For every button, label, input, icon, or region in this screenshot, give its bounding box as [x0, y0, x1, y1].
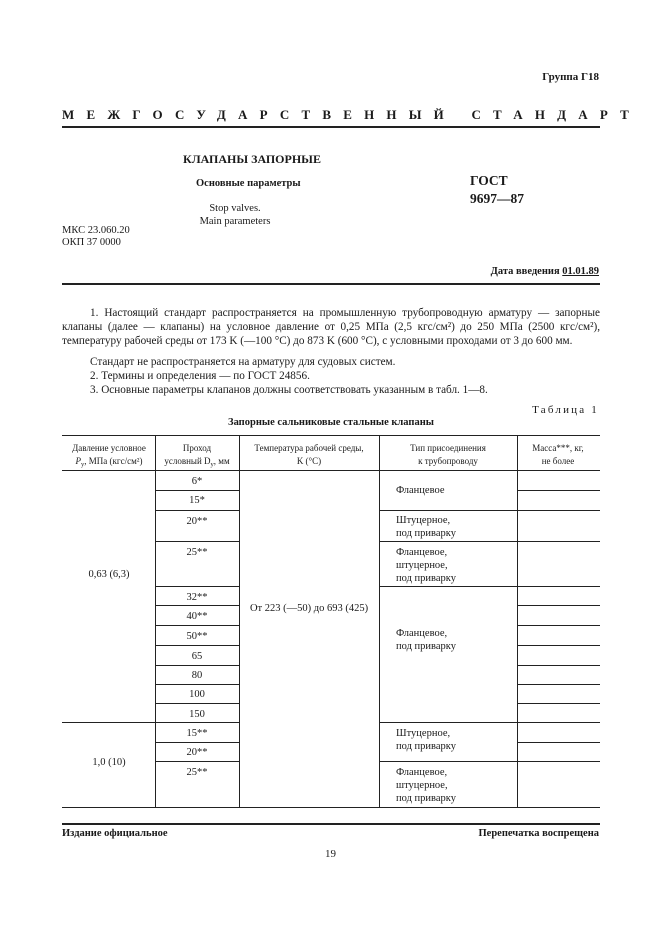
paragraph-scope: 1. Настоящий стандарт распространяется на промышленную трубопроводную арматуру — запорные клапаны (далее — клапаны) на условное давление от 0,25 МПа (2,5 кгс/см²) до 250 МПа (2500 кгс/см²), температуру рабочей среды от 173 K (—100 °С) до 873 K (600 °С), с условными проходами от 3 до 600 мм. [62, 307, 600, 347]
connection-cell: штуцерное, [396, 560, 448, 571]
connection-cell: под приварку [396, 573, 456, 584]
bore-cell: 80 [191, 670, 203, 681]
gost-number: 9697—87 [470, 191, 524, 206]
connection-cell: Штуцерное, [396, 515, 451, 526]
header-bore-line-2: условный $D_y$, мм [164, 456, 230, 468]
footer-reprint-notice: Перепечатка воспрещена [478, 828, 599, 839]
page-number: 19 [325, 848, 336, 860]
bore-cell: 6* [191, 476, 203, 487]
group-code: Группа Г18 [542, 71, 599, 83]
header-pressure-line-2: $P_y$, МПа (кгс/см²) [75, 456, 143, 468]
connection-cell: Фланцевое, [396, 628, 448, 639]
okp-code: ОКП 37 0000 [62, 237, 121, 248]
bore-cell: 65 [191, 651, 203, 662]
pressure-cell: 1,0 (10) [92, 757, 126, 768]
header-connection-line-2: к трубопроводу [418, 456, 478, 466]
bore-cell: 15** [186, 728, 208, 739]
mks-code: МКС 23.060.20 [62, 225, 130, 236]
header-mass-line-1: Масса***, кг, [532, 443, 584, 453]
english-title-line-2: Main parameters [199, 216, 271, 227]
footer-official-edition: Издание официальное [62, 828, 168, 839]
connection-cell: Фланцевое, [396, 547, 448, 558]
connection-cell: под приварку [396, 741, 456, 752]
connection-cell: Фланцевое, [396, 767, 448, 778]
mass-row-dividers [517, 491, 600, 743]
effective-date-value: 01.01.89 [562, 266, 599, 277]
bore-cell: 50** [186, 631, 208, 642]
connection-cell: Штуцерное, [396, 728, 451, 739]
footer-rule [62, 823, 600, 825]
bore-cell: 32** [186, 592, 208, 603]
table-number: Таблица 1 [532, 404, 599, 416]
bore-row-dividers [155, 491, 240, 762]
english-title-line-1: Stop valves. [209, 203, 261, 214]
bore-cell: 100 [189, 689, 205, 700]
table-caption: Запорные сальниковые стальные клапаны [228, 417, 434, 428]
bore-cell: 20** [186, 516, 208, 527]
bore-cell: 40** [186, 611, 208, 622]
document-title: КЛАПАНЫ ЗАПОРНЫЕ [183, 152, 321, 166]
bore-cell: 15* [189, 495, 205, 506]
connection-cell: под приварку [396, 793, 456, 804]
header-mass-line-2: не более [541, 456, 575, 466]
paragraph-exclusion: Стандарт не распространяется на арматуру для судовых систем. [90, 356, 396, 368]
header-temp-line-2: K (°С) [296, 456, 322, 466]
bore-cell: 25** [186, 767, 208, 778]
paragraph-terms: 2. Термины и определения — по ГОСТ 24856. [90, 370, 310, 382]
header-connection-line-1: Тип присоединения [410, 443, 486, 453]
connection-cell: штуцерное, [396, 780, 448, 791]
header-pressure-line-1: Давление условное [72, 443, 146, 453]
bore-cell: 150 [189, 709, 205, 720]
gost-label: ГОСТ [470, 173, 508, 188]
pressure-cell: 0,63 (6,3) [88, 569, 130, 580]
connection-cell: Фланцевое [396, 485, 445, 496]
bore-cell: 20** [186, 747, 208, 758]
bore-cell: 25** [186, 547, 208, 558]
temperature-cell: От 223 (—50) до 693 (425) [249, 603, 369, 614]
standard-banner: МЕЖГОСУДАРСТВЕННЫЙ СТАНДАРТ [62, 107, 642, 122]
paragraph-parameters: 3. Основные параметры клапанов должны соответствовать указанным в табл. 1—8. [90, 384, 488, 396]
header-bore-line-1: Проход [182, 443, 212, 453]
effective-date-label: Дата введения [490, 266, 560, 277]
connection-cell: под приварку [396, 528, 456, 539]
document-subtitle: Основные параметры [196, 178, 301, 189]
header-temp-line-1: Температура рабочей среды, [254, 443, 364, 453]
connection-cell: под приварку [396, 641, 456, 652]
